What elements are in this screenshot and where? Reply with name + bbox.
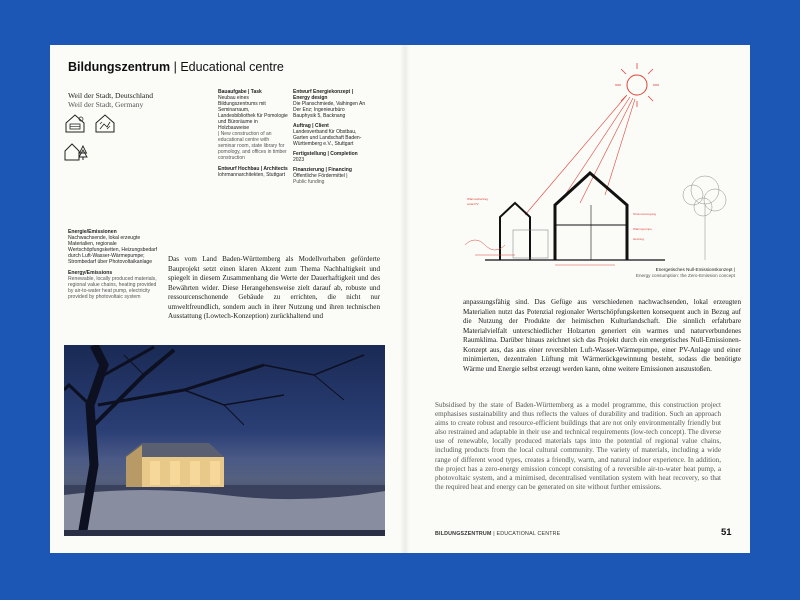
body-text-de-part2: anpassungsfähig sind. Das Gefüge aus verschiedenen nachwachsenden, lokal erzeugten Materialien nutzt das Potenzial regionaler Wertschöpfungsketten konsequent auch in Bezug auf die Nutzung der Produkte der heimischen Kulturlandschaft. Die sinnlich erfahrbare Materialvielfalt unterschiedlicher Holzarten generiert ein warmes und naturverbundenes Raumklima. Darüber hinaus zeichnet sich das Projekt durch ein energetisches Null-Emissionen-Konzept aus, das aus einer reversiblen Luft-Wasser-Wärmepumpe, einer PV-Anlage und einer minimierten, dezentralen Lüftung mit Wärmerückgewinnung besteht, sodass die benötigte Wärme und Energie selbst erzeugt werden kann, ohne weitere Emissionen auszustoßen. <box>463 298 741 373</box>
location-de: Weil der Stadt, Deutschland <box>68 91 154 100</box>
svg-text:Heizung: Heizung <box>633 237 645 241</box>
svg-text:Stromversorgung: Stromversorgung <box>633 212 657 216</box>
page-title <box>68 60 284 74</box>
funding-label: Finanzierung | Financing <box>293 167 352 173</box>
client-label: Auftrag | Client <box>293 123 329 129</box>
diagram-caption <box>605 267 735 278</box>
energy-text-de: Nachwachsende, lokal erzeugte Materialien, regionale Wertschöpfungsketten, Heizungsbedarf durch Luft-Wasser-Wärmepumpe; Strombedarf über Photovoltaikanlage <box>68 235 158 266</box>
building-photo <box>64 345 385 536</box>
funding-en: Public funding <box>293 179 325 185</box>
design-value: lohrmannarchitekten, Stuttgart <box>218 172 285 178</box>
running-footer <box>435 531 560 537</box>
task-de: Neubau eines Bildungszentrums mit Seminarraum, Landesbibliothek für Pomologie und Büroräume in Holzbauweise <box>218 95 288 131</box>
energy-text-en: Renewable, locally produced materials, regional value chains, heating provided by air-to-water heat pump, electricity provided by photovoltaic system <box>68 275 157 300</box>
page-number: 51 <box>721 527 732 538</box>
completion-value: 2023 <box>293 157 305 163</box>
title-separator: | <box>173 60 177 74</box>
footer-section-en: EDUCATIONAL CENTRE <box>496 531 561 537</box>
design-label: Entwurf Hochbau | Architects <box>218 166 288 172</box>
title-en: Educational centre <box>180 60 284 74</box>
renewable-materials-icon <box>64 112 86 134</box>
body-text-de-part1: Das vom Land Baden-Württemberg als Modellvorhaben geförderte Bauprojekt setzt einen klaren Akzent zum Thema Nachhaltigkeit und spiegelt in diesem Zusammenhang die Werte der Dauerhaftigkeit und des Bewährten wider. Diese Herangehensweise zielt darauf ab, robuste und ressourcenschonende Gebäude zu errichten, die nicht nur umweltfreundlich, sondern auch in ihrer Nutzung und ihren technischen Ausstattung (Lowtech-Konzeption) zurückhaltend und <box>168 255 380 320</box>
caption-en: Energy consumption: the Zero-Emission concept <box>635 272 735 278</box>
svg-text:Wärmeübertrag: Wärmeübertrag <box>467 197 488 201</box>
meta-column-1 <box>218 89 288 178</box>
location <box>68 91 153 109</box>
svg-text:Wärmepumpe: Wärmepumpe <box>633 227 652 231</box>
caption-de: Energetisches Null-Emissionskonzept | <box>655 267 735 272</box>
completion-label: Fertigstellung | Completion <box>293 151 358 157</box>
energy-label: Energie/Emissionen <box>68 229 117 235</box>
footer-section: BILDUNGSZENTRUM <box>435 531 492 537</box>
body-text-en: Subsidised by the state of Baden-Württemberg as a model programme, this construction project emphasises sustainability and thus reflects the values of durability and tradition. Such an approach aims to create robust and resource-efficient buildings that are not only environmentally friendly but also restrained and adaptable in their use and technical requirements (low-tech concept). The diverse use of renewable, locally produced materials taps into the potential of regional value chains, including products from the local cultural community. The variety of materials, including a wide range of different wood types, creates a friendly, warm, and natural indoor experience. In addition, the project has a zero-energy emission concept consisting of a reversible air-to-water heat pump, a photovoltaic system, and a minimised, decentralised ventilation system with heat recovery, so that the required heat and energy can be generated on site without further emissions. <box>435 401 721 491</box>
book-spread <box>50 45 750 553</box>
footer-separator: | <box>491 531 497 537</box>
energy-label-en: Energy/Emissions <box>68 269 113 276</box>
location-en: Weil der Stadt, Germany <box>68 100 144 109</box>
task-label: Bauaufgabe | Task <box>218 89 262 95</box>
svg-text:solar-PV: solar-PV <box>467 202 479 206</box>
meta-column-2 <box>293 89 369 185</box>
energy-concept-label: Entwurf Energiekonzept | Energy design <box>293 89 354 101</box>
energy-concept-value: Die Planschmiede, Vaihingen An Der Enz; Ingenieurbüro Bauphysik 5, Backnang <box>293 101 366 119</box>
title-de: Bildungszentrum <box>68 60 171 74</box>
energy-ventilation-icon <box>94 112 116 134</box>
energy-diagram <box>405 55 740 267</box>
task-en: | New construction of an educational centre with seminar room, state library for pomology, and offices in timber construction <box>218 131 287 161</box>
house-with-tree-icon <box>64 140 86 162</box>
funding-de: Öffentliche Fördermittel | <box>293 173 348 179</box>
client-value: Landesverband für Obstbau, Garten und Landschaft Baden-Württemberg e.V., Stuttgart <box>293 129 362 147</box>
energy-emissions-sidebar <box>68 229 158 300</box>
